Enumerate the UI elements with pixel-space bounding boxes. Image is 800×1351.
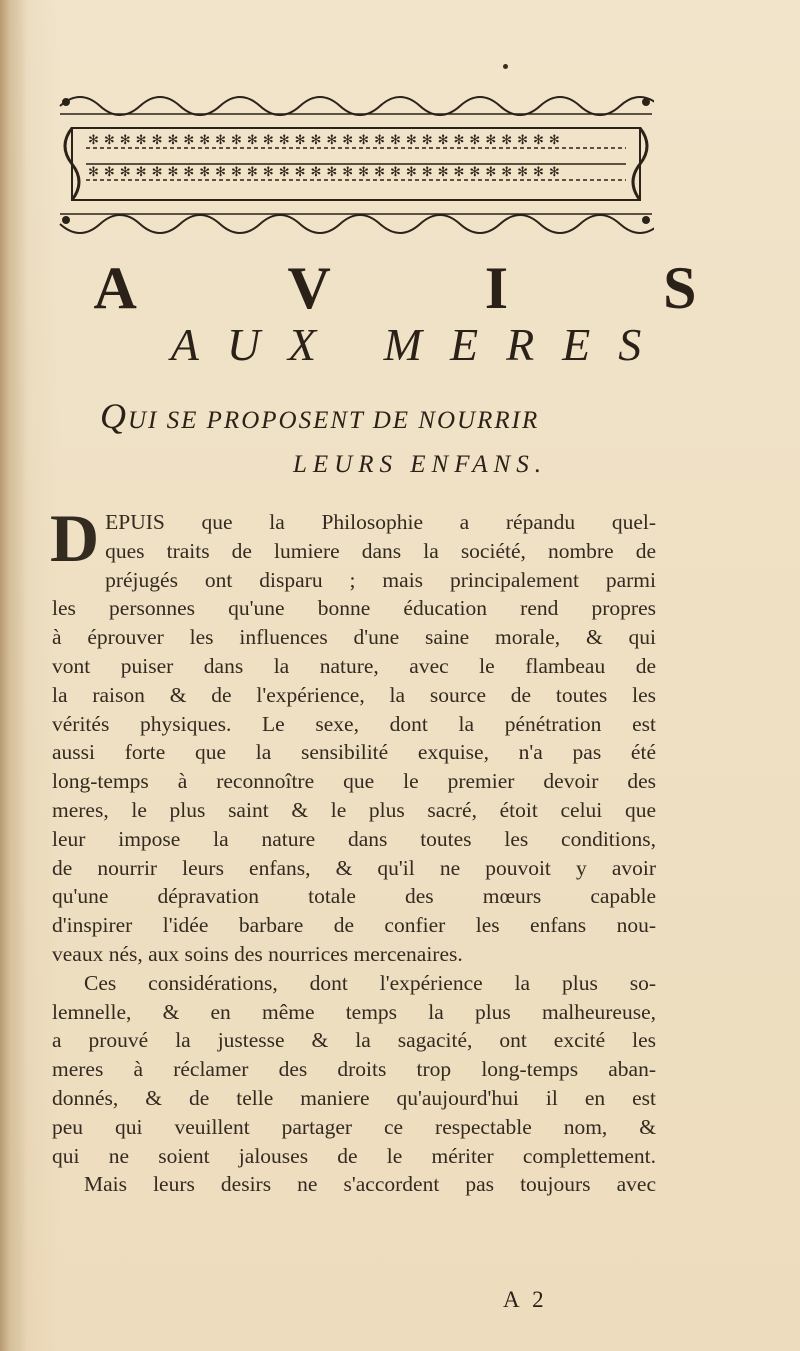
text-line: EPUIS que la Philosophie a répandu quel- bbox=[105, 510, 656, 534]
text-line: ques traits de lumiere dans la société, nombre de bbox=[105, 538, 656, 563]
text-line: Ces considérations, dont l'expérience la plus so- bbox=[84, 970, 656, 995]
page-binding-edge bbox=[0, 0, 26, 1351]
text-line: aussi forte que la sensibilité exquise, n'a pas été bbox=[52, 740, 656, 765]
svg-text:✻✻✻✻✻✻✻✻✻✻✻✻✻✻✻✻✻✻✻✻✻✻✻✻✻✻✻✻✻✻: ✻✻✻✻✻✻✻✻✻✻✻✻✻✻✻✻✻✻✻✻✻✻✻✻✻✻✻✻✻✻ bbox=[88, 165, 565, 180]
text-line: a prouvé la justesse & la sagacité, ont excité les bbox=[52, 1028, 656, 1053]
drop-cap: D bbox=[50, 500, 100, 576]
signature-mark: A 2 bbox=[503, 1287, 548, 1312]
text-line: long-temps à reconnoître que le premier devoir des bbox=[52, 769, 656, 794]
printers-ornament-headpiece bbox=[58, 92, 654, 242]
svg-text:✻✻✻✻✻✻✻✻✻✻✻✻✻✻✻✻✻✻✻✻✻✻✻✻✻✻✻✻✻✻: ✻✻✻✻✻✻✻✻✻✻✻✻✻✻✻✻✻✻✻✻✻✻✻✻✻✻✻✻✻✻ bbox=[88, 133, 565, 148]
body-text bbox=[50, 500, 656, 1199]
text-line: donnés, & de telle maniere qu'aujourd'hui il en est bbox=[52, 1085, 656, 1110]
text-line: meres, le plus saint & le plus sacré, étoit celui que bbox=[52, 797, 656, 822]
text-line: d'inspirer l'idée barbare de confier les enfans nou- bbox=[52, 913, 656, 938]
subtitle-line-1 bbox=[100, 398, 660, 434]
text-line: veaux nés, aux soins des nourrices mercenaires. bbox=[52, 941, 463, 966]
text-line: la raison & de l'expérience, la source de toutes les bbox=[52, 682, 656, 707]
title-avis: A V I S bbox=[93, 255, 767, 321]
text-line: meres à réclamer des droits trop long-temps aban- bbox=[52, 1057, 656, 1082]
text-line: qu'une dépravation totale des mœurs capable bbox=[52, 884, 656, 909]
subtitle-line-2: LEURS ENFANS. bbox=[293, 451, 547, 478]
subtitle-initial: Q bbox=[100, 396, 128, 436]
subtitle-line-1-text: UI SE PROPOSENT DE NOURRIR bbox=[128, 407, 540, 434]
ink-dot bbox=[503, 64, 508, 69]
text-line: préjugés ont disparu ; mais principalement parmi bbox=[105, 567, 656, 592]
text-line: les personnes qu'une bonne éducation rend propres bbox=[52, 596, 656, 621]
text-line: lemnelle, & en même temps la plus malheureuse, bbox=[52, 999, 656, 1024]
text-line: de nourrir leurs enfans, & qu'il ne pouvoit y avoir bbox=[52, 855, 656, 880]
text-line: qui ne soient jalouses de le mériter complettement. bbox=[52, 1143, 656, 1168]
title-aux-meres: AUX MERES bbox=[170, 319, 670, 370]
text-line: peu qui veuillent partager ce respectable nom, & bbox=[52, 1114, 656, 1139]
text-line: vont puiser dans la nature, avec le flambeau de bbox=[52, 653, 656, 678]
text-line: vérités physiques. Le sexe, dont la pénétration est bbox=[52, 711, 656, 736]
text-line: Mais leurs desirs ne s'accordent pas toujours avec bbox=[84, 1172, 656, 1197]
text-line: à éprouver les influences d'une saine morale, & qui bbox=[52, 625, 656, 650]
text-line: leur impose la nature dans toutes les conditions, bbox=[52, 826, 656, 851]
